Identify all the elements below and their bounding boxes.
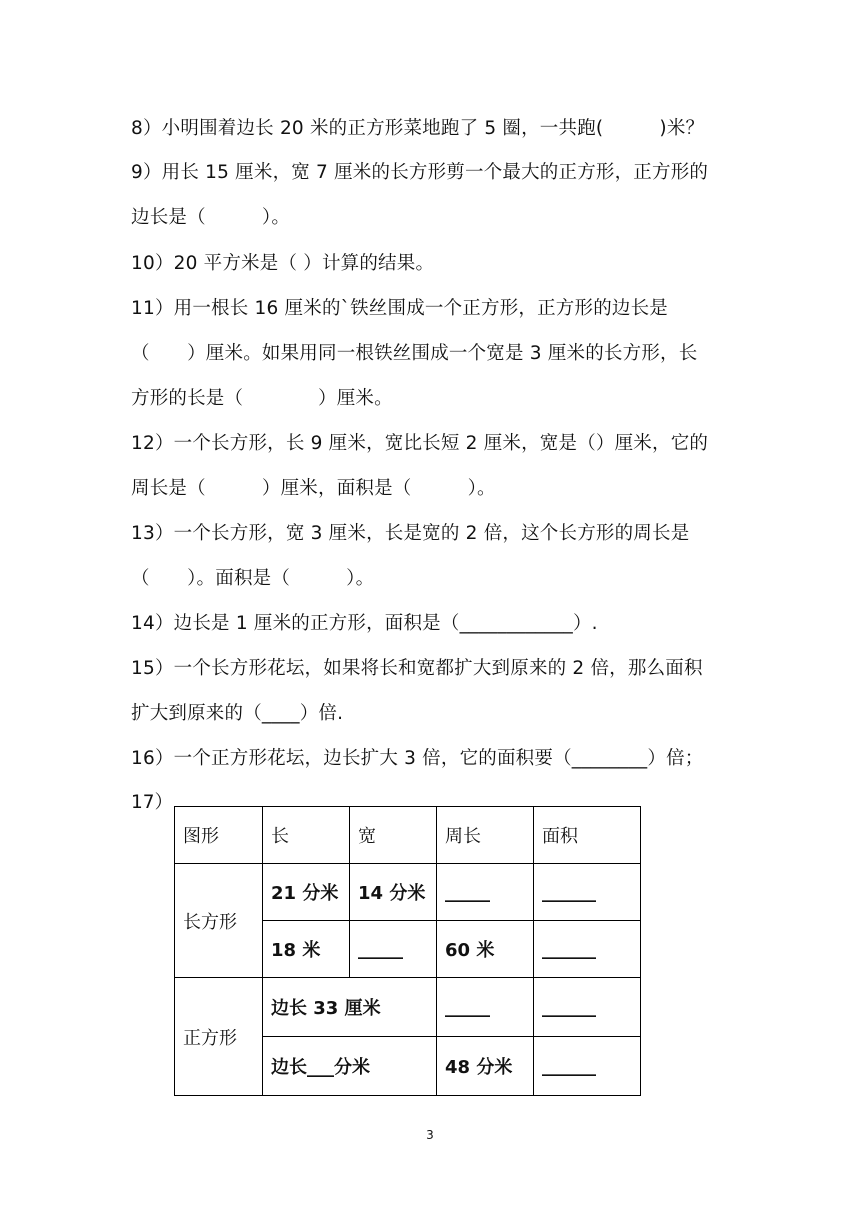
question-12-line2: 周长是（ ）厘米，面积是（ ）。: [131, 478, 496, 499]
question-17-label: 17）: [131, 792, 174, 813]
table-row: [175, 978, 641, 1037]
question-15-line2: 扩大到原来的（____）倍.: [131, 703, 344, 724]
square1-side: 边长 33 厘米: [263, 978, 437, 1037]
square2-side: 边长___分米: [263, 1037, 437, 1096]
square1-perimeter-blank: _____: [437, 978, 534, 1037]
header-width: 宽: [350, 807, 437, 864]
rect2-area-blank: ______: [534, 921, 641, 978]
question-9-line2: 边长是（ ）。: [131, 207, 291, 228]
rect1-width: 14 分米: [350, 864, 437, 921]
rect2-perimeter: 60 米: [437, 921, 534, 978]
table-header-row: [175, 807, 641, 864]
header-area: 面积: [534, 807, 641, 864]
question-11-line1: 11）用一根长 16 厘米的`铁丝围成一个正方形，正方形的边长是: [131, 298, 668, 319]
rect1-area-blank: ______: [534, 864, 641, 921]
shape-table: [174, 806, 641, 1096]
question-11-line2: （ ）厘米。如果用同一根铁丝围成一个宽是 3 厘米的长方形，长: [131, 343, 698, 364]
question-9-line1: 9）用长 15 厘米，宽 7 厘米的长方形剪一个最大的正方形，正方形的: [131, 162, 709, 183]
square2-area-blank: ______: [534, 1037, 641, 1096]
question-16: 16）一个正方形花坛，边长扩大 3 倍，它的面积要（________）倍；: [131, 748, 704, 769]
square1-area-blank: ______: [534, 978, 641, 1037]
question-13-line1: 13）一个长方形，宽 3 厘米，长是宽的 2 倍，这个长方形的周长是: [131, 523, 690, 544]
header-perimeter: 周长: [437, 807, 534, 864]
question-14: 14）边长是 1 厘米的正方形，面积是（____________）.: [131, 613, 598, 634]
rect1-perimeter-blank: _____: [437, 864, 534, 921]
question-13-line2: （ ）。面积是（ ）。: [131, 568, 375, 589]
rect2-width-blank: _____: [350, 921, 437, 978]
question-15-line1: 15）一个长方形花坛，如果将长和宽都扩大到原来的 2 倍，那么面积: [131, 658, 703, 679]
table-row: [175, 864, 641, 921]
page-number: 3: [426, 1128, 434, 1142]
question-12-line1: 12）一个长方形，长 9 厘米，宽比长短 2 厘米，宽是（）厘米，它的: [131, 433, 709, 454]
question-10: 10）20 平方米是（ ）计算的结果。: [131, 253, 435, 274]
header-length: 长: [263, 807, 350, 864]
square2-perimeter: 48 分米: [437, 1037, 534, 1096]
question-8: 8）小明围着边长 20 米的正方形菜地跑了 5 圈，一共跑( )米？: [131, 118, 705, 139]
header-shape: 图形: [175, 807, 263, 864]
square-label: 正方形: [175, 978, 263, 1096]
question-11-line3: 方形的长是（ ）厘米。: [131, 388, 393, 409]
rect2-length: 18 米: [263, 921, 350, 978]
rect-label: 长方形: [175, 864, 263, 978]
rect1-length: 21 分米: [263, 864, 350, 921]
